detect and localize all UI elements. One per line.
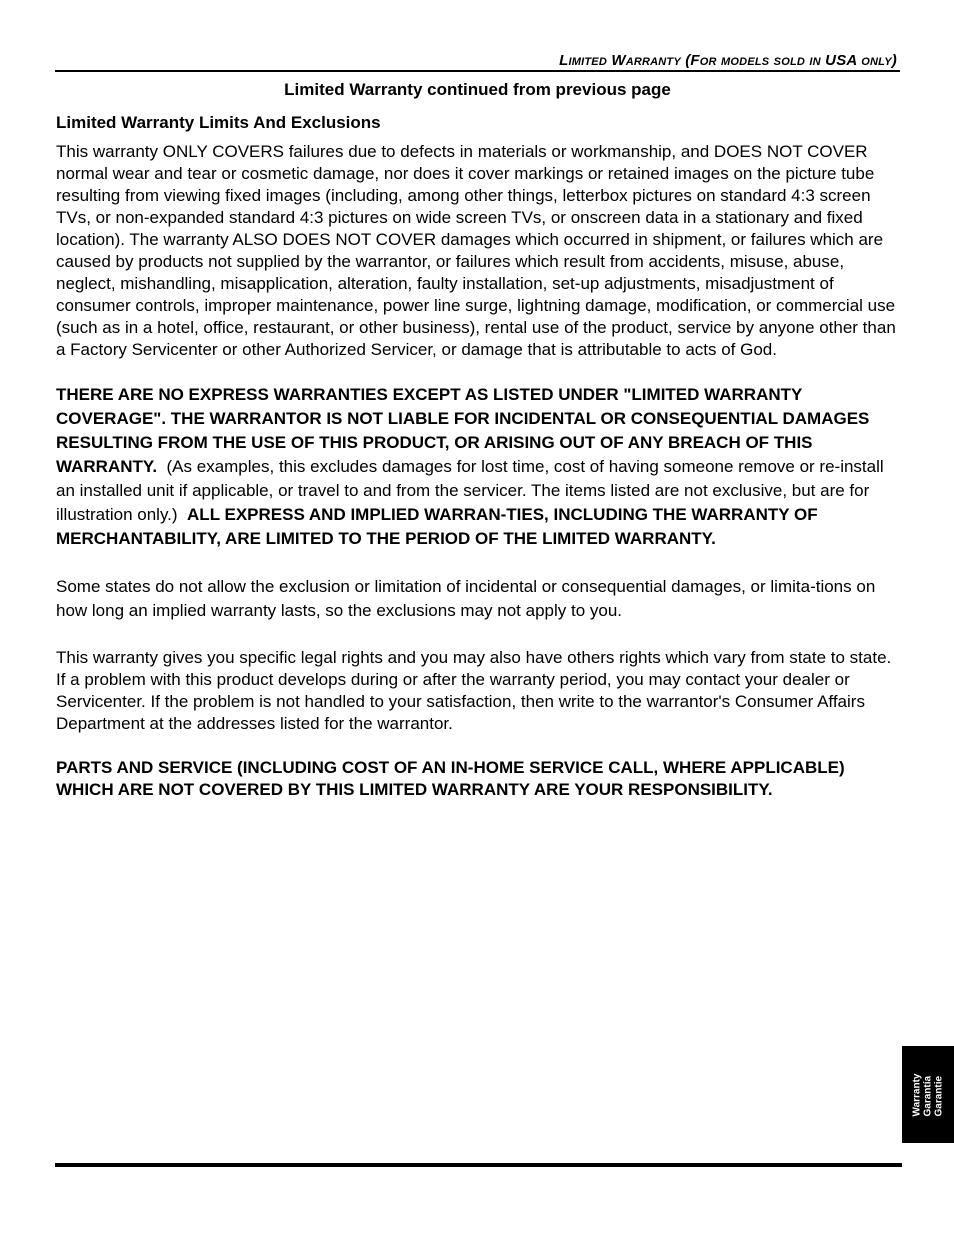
legal-rights-paragraph: This warranty gives you specific legal rights and you may also have others rights which vary from state to state. If a problem with this product develops during or after the warranty period, you may contact your dealer or Servicenter. If the problem is not handled to your satisfaction, then write to the warrantor's Consumer Affairs Department at the addresses listed for the warrantor. [56, 648, 892, 733]
warranty-section [56, 112, 898, 801]
side-tab-labels [912, 1073, 945, 1116]
implied-warranties-text: ALL EXPRESS AND IMPLIED WARRAN-TIES, INCLUDING THE WARRANTY OF MERCHANTABILITY, ARE LIMITED TO THE PERIOD OF THE LIMITED WARRANTY. [56, 505, 818, 548]
side-tab-label-garantie: Garantie [933, 1075, 945, 1116]
liability-paragraph [56, 383, 898, 551]
footer-rule [55, 1163, 902, 1167]
side-tab-label-warranty: Warranty [911, 1073, 923, 1116]
examples-text: (As examples, this excludes damages for lost time, cost of having someone remove or re-install an installed unit if applicable, or travel to and from the servicer. The items listed are not exclusive, but are for illustration only.) [56, 457, 884, 524]
no-express-warranties-text: THERE ARE NO EXPRESS WARRANTIES EXCEPT AS LISTED UNDER "LIMITED WARRANTY COVERAGE". THE WARRANTOR IS NOT LIABLE FOR INCIDENTAL OR CONSEQUENTIAL DAMAGES RESULTING FROM THE USE OF THIS PRODUCT, OR ARISING OUT OF ANY BREACH OF THIS WARRANTY. [56, 385, 870, 476]
state-limits-paragraph: Some states do not allow the exclusion or limitation of incidental or consequential damages, or limita-tions on how long an implied warranty lasts, so the exclusions may not apply to you. [56, 577, 876, 620]
exclusions-paragraph: This warranty ONLY COVERS failures due to defects in materials or workmanship, and DOES NOT COVER normal wear and tear or cosmetic damage, nor does it cover markings or retained images on the picture tube resulting from viewing fixed images (including, among other things, letterbox pictures on standard 4:3 screen TVs, or non-expanded standard 4:3 pictures on wide screen TVs, or onscreen data in a stationary and fixed location). The warranty ALSO DOES NOT COVER damages which occurred in shipment, or failures which are caused by products not supplied by the warrantor, or failures which result from accidents, misuse, abuse, neglect, mishandling, misapplication, alteration, faulty installation, set-up adjustments, misadjustment of consumer controls, improper maintenance, power line surge, lightning damage, modification, or commercial use (such as in a hotel, office, restaurant, or other business), rental use of the product, service by anyone other than a Factory Servicenter or other Authorized Servicer, or damage that is attributable to acts of God. [56, 142, 896, 359]
parts-service-paragraph: PARTS AND SERVICE (INCLUDING COST OF AN IN-HOME SERVICE CALL, WHERE APPLICABLE) WHICH ARE NOT COVERED BY THIS LIMITED WARRANTY ARE YOUR RESPONSIBILITY. [56, 758, 845, 799]
side-tab-label-garantia: Garantía [922, 1075, 934, 1116]
section-heading: Limited Warranty Limits And Exclusions [56, 113, 381, 132]
continued-note: Limited Warranty continued from previous page [284, 80, 671, 99]
header-rule [55, 70, 900, 72]
running-header-title: Limited Warranty (For models sold in USA only) [559, 52, 897, 69]
section-side-tab [902, 1046, 954, 1143]
